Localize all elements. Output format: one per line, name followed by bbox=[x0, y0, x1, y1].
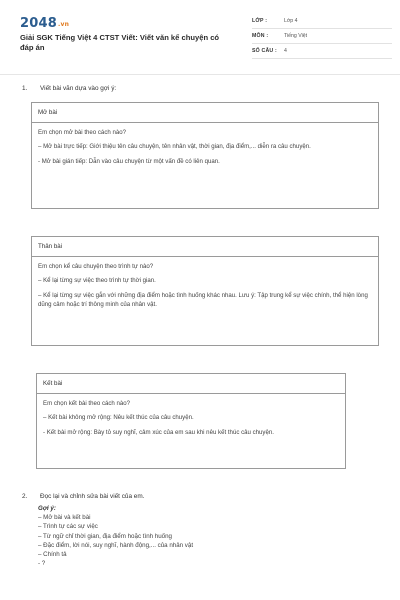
meta-label: SỐ CÂU : bbox=[252, 48, 277, 54]
box-body bbox=[32, 257, 378, 319]
meta-row-grade bbox=[252, 16, 392, 29]
revision-checklist bbox=[38, 504, 193, 568]
meta-info bbox=[252, 16, 392, 61]
outline-box-body bbox=[31, 236, 379, 346]
question-1 bbox=[22, 85, 382, 95]
box-title: Mở bài bbox=[32, 103, 378, 123]
header bbox=[20, 14, 390, 66]
question-2 bbox=[22, 493, 382, 503]
meta-value: Lớp 4 bbox=[284, 18, 298, 24]
page-title: Giải SGK Tiếng Việt 4 CTST Viết: Viết văn kể chuyện có đáp án bbox=[20, 33, 220, 52]
logo-suffix: .vn bbox=[57, 21, 70, 28]
logo-main: 2048 bbox=[20, 16, 57, 31]
meta-value: Tiếng Việt bbox=[284, 33, 308, 39]
meta-label: MÔN : bbox=[252, 33, 269, 39]
list-item: – Từ ngữ chỉ thời gian, địa điểm hoặc tình huống bbox=[38, 532, 172, 540]
box-line: – Kết bài không mở rộng: Nêu kết thúc của câu chuyện. bbox=[43, 414, 194, 422]
question-number: 2. bbox=[22, 493, 28, 500]
question-text: Đọc lại và chỉnh sửa bài viết của em. bbox=[40, 493, 145, 500]
meta-row-subject bbox=[252, 31, 392, 44]
list-item: – Mở bài và kết bài bbox=[38, 514, 91, 522]
box-body bbox=[32, 123, 378, 175]
question-number: 1. bbox=[22, 85, 28, 92]
outline-box-introduction bbox=[31, 102, 379, 209]
box-line: – Kể lại từng sự việc gắn với những địa điểm hoặc tình huống khác nhau. Lưu ý: Tập trung kể sự việc chính, thể hiện lòng dũng cảm hoặc trí thông minh của nhân vật. bbox=[38, 291, 368, 309]
box-title: Kết bài bbox=[37, 374, 345, 394]
meta-row-question-count bbox=[252, 46, 392, 59]
box-title: Thân bài bbox=[32, 237, 378, 257]
box-line: – Kể lại từng sự việc theo trình tự thời gian. bbox=[38, 277, 156, 285]
box-line: Em chọn mở bài theo cách nào? bbox=[38, 129, 127, 136]
list-item: – Đặc điểm, lời nói, suy nghĩ, hành động,... của nhân vật bbox=[38, 541, 194, 549]
box-line: Em chọn kết bài theo cách nào? bbox=[43, 400, 131, 407]
divider bbox=[0, 74, 400, 75]
outline-box-conclusion bbox=[36, 373, 346, 469]
site-logo[interactable] bbox=[20, 16, 69, 31]
box-line: Em chọn kể câu chuyện theo trình tự nào? bbox=[38, 263, 154, 270]
box-line: – Mở bài trực tiếp: Giới thiệu tên câu chuyện, tên nhân vật, thời gian, địa điểm,... diễn ra câu chuyện. bbox=[38, 143, 311, 151]
meta-label: LỚP : bbox=[252, 18, 268, 24]
box-body bbox=[37, 394, 345, 446]
box-line: - Mở bài gián tiếp: Dẫn vào câu chuyện từ một vấn đề có liên quan. bbox=[38, 157, 220, 165]
question-text: Viết bài văn dựa vào gợi ý: bbox=[40, 85, 117, 92]
list-item: – Chính tả bbox=[38, 551, 67, 559]
meta-value: 4 bbox=[284, 48, 287, 54]
hint-label: Gợi ý: bbox=[38, 505, 56, 512]
box-line: - Kết bài mở rộng: Bày tỏ suy nghĩ, cảm xúc của em sau khi nêu kết thúc câu chuyện. bbox=[43, 428, 274, 436]
list-item: – Trình tự các sự việc bbox=[38, 523, 98, 531]
list-item: - ? bbox=[38, 560, 46, 568]
